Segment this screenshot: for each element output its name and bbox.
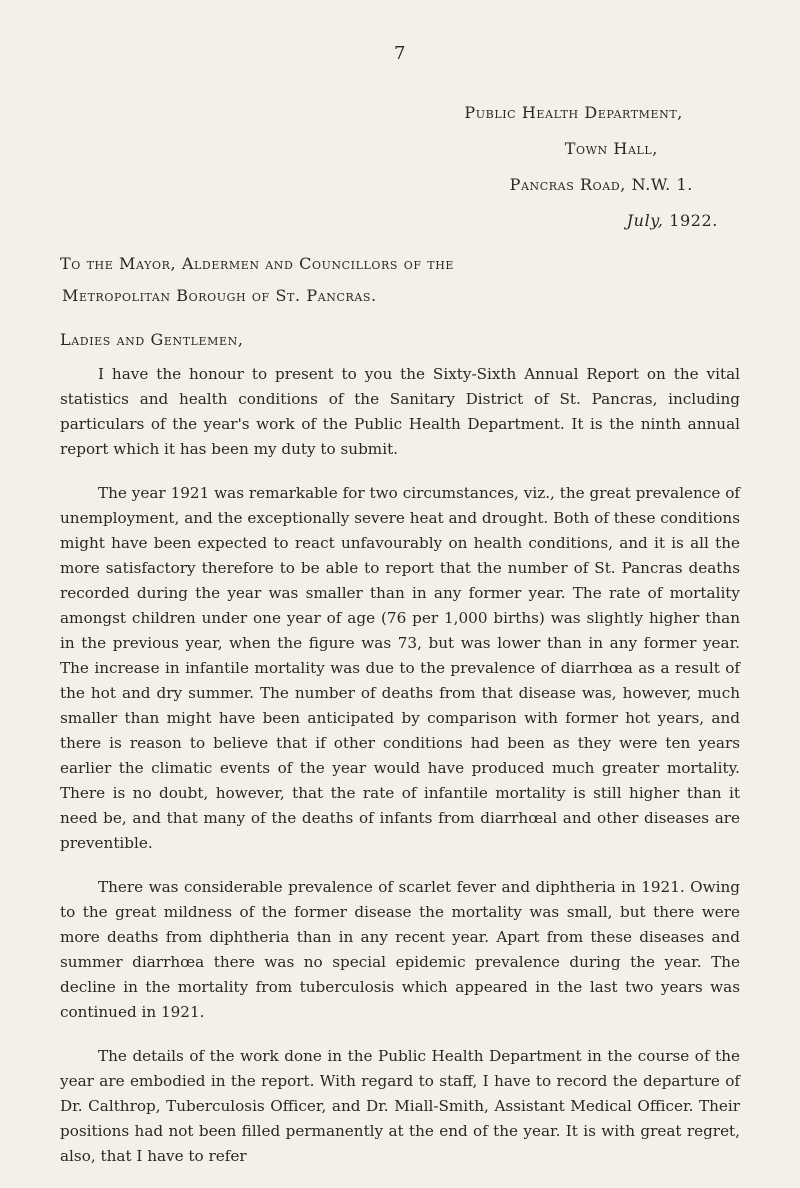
address-street: Pancras Road, N.W. 1. [509, 175, 693, 194]
page-number: 7 [394, 43, 406, 64]
addressee [60, 248, 750, 312]
addressee-line-2: Metropolitan Borough of St. Pancras. [62, 286, 377, 305]
paragraph: There was considerable prevalence of scarlet fever and diphtheria in 1921. Owing to the great mildness of the former disease the mortality was small, but there were more deaths from diphtheria than in any recent year. Apart from these diseases and summer diarrhœa there was no special epidemic prevalence during the year. The decline in the mortality from tuberculosis which appeared in the last two years was continued in 1921. [60, 878, 740, 1021]
paragraph: The year 1921 was remarkable for two circumstances, viz., the great prevalence of unemployment, and the exceptionally severe heat and drought. Both of these conditions might have been expected to react unfavourably on health conditions, and it is all the more satisfactory therefore to be able to report that the number of St. Pancras deaths recorded during the year was smaller than in any former year. The rate of mortality amongst children under one year of age (76 per 1,000 births) was slightly higher than in the previous year, when the figure was 73, but was lower than in any former year. The increase in infantile mortality was due to the prevalence of diarrhœa as a result of the hot and dry summer. The number of deaths from that disease was, however, much smaller than might have been anticipated by comparison with former hot years, and there is reason to believe that if other conditions had been as they were ten years earlier the climatic events of the year would have produced much greater mortality. There is no doubt, however, that the rate of infantile mortality is still higher than it need be, and that many of the deaths of infants from diarrhœal and other diseases are preventible. [60, 484, 740, 852]
date-month: July, [626, 211, 664, 230]
paragraph: I have the honour to present to you the Sixty-Sixth Annual Report on the vital statistics and health conditions of the Sanitary District of St. Pancras, including particulars of the year's work of the Public Health Department. It is the ninth annual report which it has been my duty to submit. [60, 365, 740, 458]
paragraph: The details of the work done in the Public Health Department in the course of the year are embodied in the report. With regard to staff, I have to record the departure of Dr. Calthrop, Tuberculosis Officer, and Dr. Miall-Smith, Assistant Medical Officer. Their positions had not been filled permanently at the end of the year. It is with great regret, also, that I have to refer [60, 1047, 740, 1165]
sender-address [298, 95, 718, 239]
date-year: 1922. [669, 211, 718, 230]
address-building: Town Hall, [564, 139, 658, 158]
letter-date [298, 203, 718, 239]
salutation: Ladies and Gentlemen, [60, 330, 244, 349]
letter-body [60, 362, 740, 1188]
addressee-line-1: To the Mayor, Aldermen and Councillors of the [60, 254, 455, 273]
address-department: Public Health Department, [464, 103, 683, 122]
